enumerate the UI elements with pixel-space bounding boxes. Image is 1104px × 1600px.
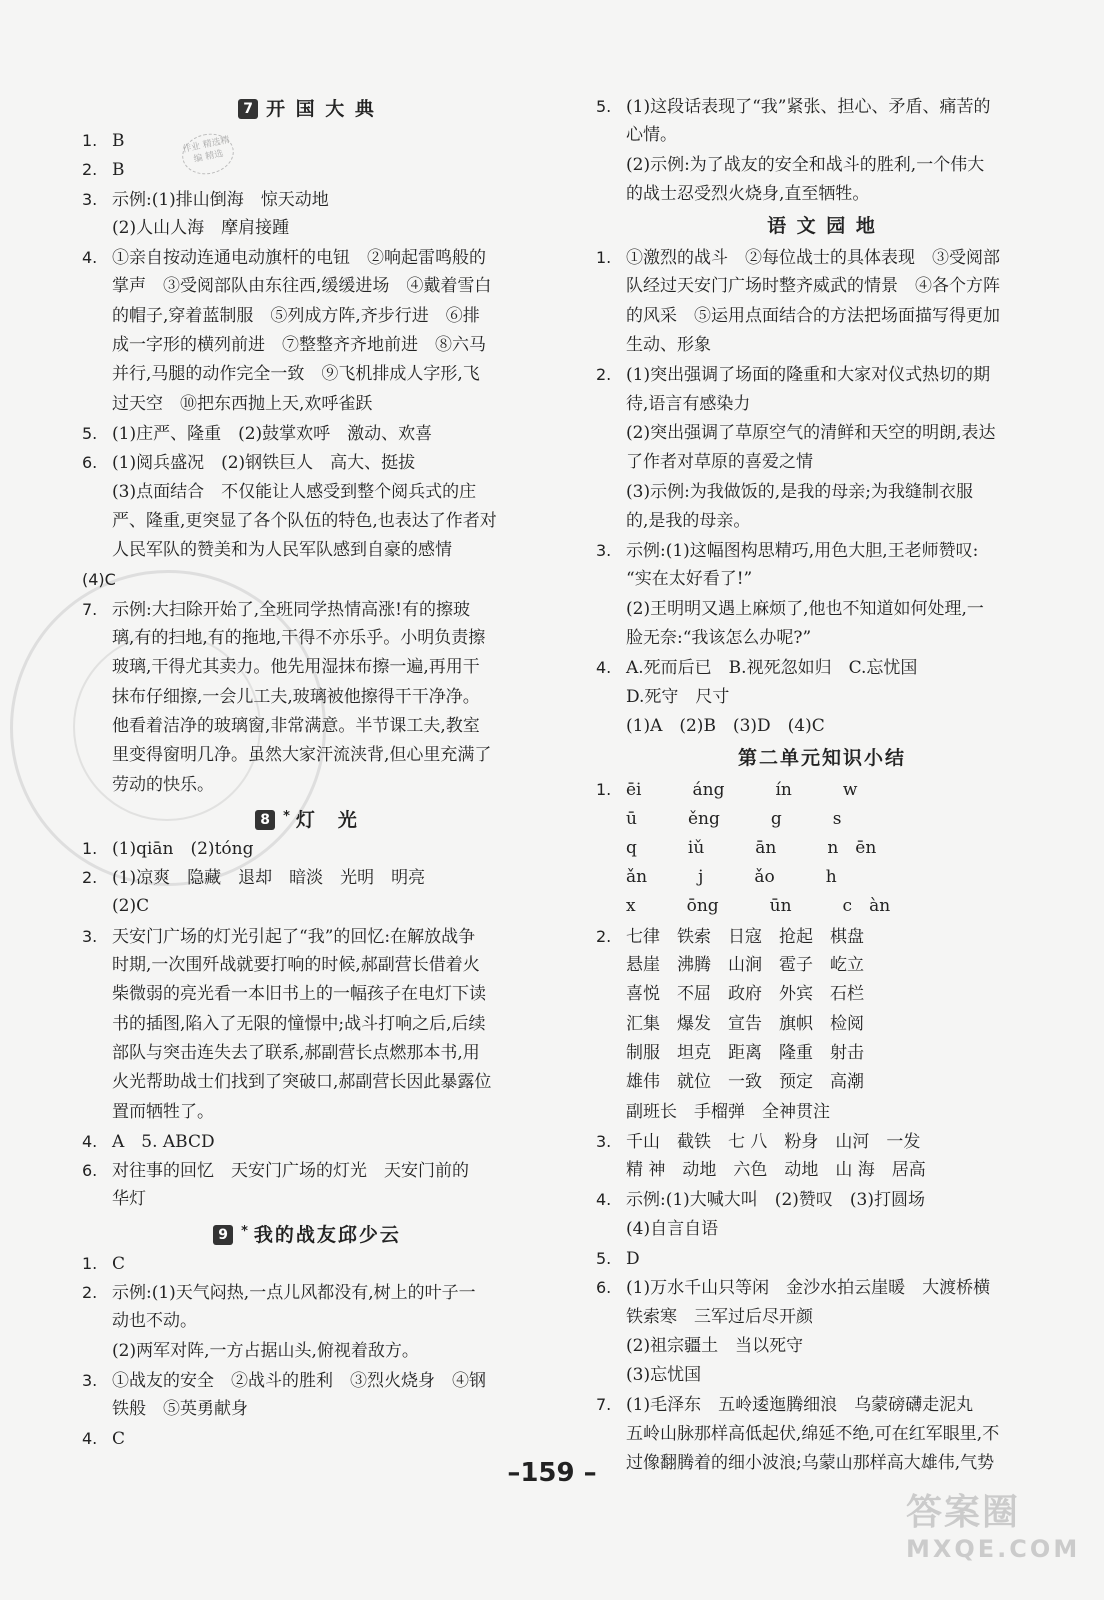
answer-line: 5. D xyxy=(596,1248,640,1269)
unit-2-summary-answers xyxy=(596,775,1048,1478)
lesson-number-badge: 8 xyxy=(255,810,275,830)
answer-line: (2)祖宗疆土 当以死守 xyxy=(626,1335,804,1356)
answer-line: 玻璃,干得尤其卖力。他先用湿抹布擦一遍,再用干 xyxy=(112,657,480,678)
answer-line: 雄伟 就位 一致 预定 高潮 xyxy=(626,1072,864,1093)
answer-line: 悬崖 沸腾 山涧 雹子 屹立 xyxy=(626,955,864,976)
answer-line: 心情。 xyxy=(626,125,677,146)
answer-line: 铁索寒 三军过后尽开颜 xyxy=(626,1306,813,1327)
answer-line: 书的插图,陷入了无限的憧憬中;战斗打响之后,后续 xyxy=(112,1013,486,1034)
answer-line: 4. 示例:(1)大喊大叫 (2)赞叹 (3)打圆场 xyxy=(596,1190,925,1211)
left-column xyxy=(82,92,532,1454)
answer-line: 里变得窗明几净。虽然大家汗流浃背,但心里充满了 xyxy=(112,745,492,766)
answer-line: 3. 示例:(1)这幅图构思精巧,用色大胆,王老师赞叹: xyxy=(596,541,979,562)
answer-line: 置而牺牲了。 xyxy=(112,1101,214,1122)
answer-line: 3. 千山 截铁 七 八 粉身 山河 一发 xyxy=(596,1131,921,1152)
lesson-9-answers-continued xyxy=(596,92,1048,209)
answer-line: (3)忘忧国 xyxy=(626,1365,702,1386)
answer-line: 1. B xyxy=(82,131,125,151)
page-number: –159 – xyxy=(507,1458,597,1488)
lesson-title-text: 灯 光 xyxy=(295,808,359,831)
answer-line: 4. C xyxy=(82,1429,126,1450)
answer-line: 抹布仔细擦,一会儿工夫,玻璃被他擦得干干净净。 xyxy=(112,686,480,707)
answer-line: 的风采 ⑤运用点面结合的方法把场面描写得更加 xyxy=(626,305,1000,326)
answer-line: 7. 示例:大扫除开始了,全班同学热情高涨!有的擦玻 xyxy=(82,599,470,620)
lesson-8-answers xyxy=(82,834,532,1215)
answer-line: ū ěng g s xyxy=(626,808,842,829)
answer-line: 过像翻腾着的细小波浪;乌蒙山那样高大雄伟,气势 xyxy=(626,1453,995,1474)
answer-line: q iǔ ān n ēn xyxy=(626,837,877,858)
answer-line: 副班长 手榴弹 全神贯注 xyxy=(626,1101,830,1122)
answer-line: 4. ①亲自按动连通电动旗杆的电钮 ②响起雷鸣般的 xyxy=(82,248,486,269)
answer-line: 7. (1)毛泽东 五岭逶迤腾细浪 乌蒙磅礴走泥丸 xyxy=(596,1395,974,1416)
answer-line: 6. 对往事的回忆 天安门广场的灯光 天安门前的 xyxy=(82,1161,469,1182)
answer-line: 1. ①激烈的战斗 ②每位战士的具体表现 ③受阅部 xyxy=(596,248,1000,269)
answer-line: (2)人山人海 摩肩接踵 xyxy=(112,217,290,238)
answer-line: (3)点面结合 不仅能让人感受到整个阅兵式的庄 xyxy=(112,481,477,502)
answer-line: 2. 示例:(1)天气闷热,一点儿风都没有,树上的叶子一 xyxy=(82,1282,476,1303)
answer-line: 华灯 xyxy=(112,1189,146,1210)
answer-line: 2. 七律 铁索 日寇 抢起 棋盘 xyxy=(596,926,864,947)
answer-line: 璃,有的扫地,有的拖地,干得不亦乐乎。小明负责擦 xyxy=(112,628,486,649)
unit-2-summary-title: 第二单元知识小结 xyxy=(737,747,906,770)
lesson-title-text: 我的战友邱少云 xyxy=(253,1223,401,1246)
site-logo-watermark xyxy=(906,1484,1081,1592)
optional-lesson-star: * xyxy=(241,1223,250,1239)
answer-line: 的,是我的母亲。 xyxy=(626,510,751,531)
answer-line: 6. (1)万水千山只等闲 金沙水拍云崖暖 大渡桥横 xyxy=(596,1278,991,1299)
lesson-8-title xyxy=(82,800,532,834)
lesson-title-text: 开 国 大 典 xyxy=(266,98,376,120)
answer-line: 队经过天安门广场时整齐威武的情景 ④各个方阵 xyxy=(626,276,1000,297)
answer-line: 并行,马腿的动作完全一致 ⑨飞机排成人字形,飞 xyxy=(112,364,480,385)
answer-line: 5. (1)这段话表现了“我”紧张、担心、矛盾、痛苦的 xyxy=(596,97,991,117)
answer-line: 人民军队的赞美和为人民军队感到自豪的感情 xyxy=(112,540,452,561)
answer-line: 过天空 ⑩把东西抛上天,欢呼雀跃 xyxy=(112,393,373,414)
answer-line: x ōng ūn c àn xyxy=(626,896,891,917)
answer-line: 了作者对草原的喜爱之情 xyxy=(626,452,813,473)
answer-line: 生动、形象 xyxy=(626,335,711,356)
answer-line: (1)A (2)B (3)D (4)C xyxy=(626,715,825,736)
answer-line: 3. 示例:(1)排山倒海 惊天动地 xyxy=(82,189,329,210)
answer-line: 6. (1)阅兵盛况 (2)钢铁巨人 高大、挺拔 xyxy=(82,453,416,474)
answer-line: 柴微弱的亮光看一本旧书上的一幅孩子在电灯下读 xyxy=(112,984,486,1005)
answer-line: 汇集 爆发 宣告 旗帜 检阅 xyxy=(626,1013,864,1034)
yuwen-yuandi-title: 语 文 园 地 xyxy=(767,215,877,238)
answer-line: (2)C xyxy=(112,896,150,917)
answer-line: (4)自言自语 xyxy=(626,1218,719,1239)
answer-line: (2)突出强调了草原空气的清鲜和天空的明朗,表达 xyxy=(626,422,996,443)
answer-line: (3)示例:为我做饭的,是我的母亲;为我缝制衣服 xyxy=(626,481,973,502)
answer-line: 1. ēi áng ín w xyxy=(596,780,858,801)
answer-line: 2. (1)突出强调了场面的隆重和大家对仪式热切的期 xyxy=(596,365,991,386)
answer-line: 的帽子,穿着蓝制服 ⑤列成方阵,齐步行进 ⑥排 xyxy=(112,305,480,326)
homework-stamp: 作业 精选精编 精选 xyxy=(178,129,237,179)
answer-line: 待,语言有感染力 xyxy=(626,393,751,414)
answer-line: 动也不动。 xyxy=(112,1311,197,1332)
answer-line: 3. ①战友的安全 ②战斗的胜利 ③烈火烧身 ④钢 xyxy=(82,1370,486,1391)
answer-line: “实在太好看了!” xyxy=(626,569,753,590)
answer-line: 掌声 ③受阅部队由东往西,缓缓进场 ④戴着雪白 xyxy=(112,276,492,297)
answer-line: 制服 坦克 距离 隆重 射击 xyxy=(626,1042,864,1063)
lesson-9-answers xyxy=(82,1249,532,1454)
answer-line: 精 神 动地 六色 动地 山 海 居高 xyxy=(626,1160,926,1181)
lesson-number-badge: 7 xyxy=(238,99,258,119)
logo-text: 答案圈 xyxy=(906,1492,1021,1533)
answer-line: (2)两军对阵,一方占据山头,俯视着敌方。 xyxy=(112,1340,419,1361)
answer-line: 4. A.死而后已 B.视死忽如归 C.忘忧国 xyxy=(596,658,918,679)
answer-line: (2)示例:为了战友的安全和战斗的胜利,一个伟大 xyxy=(626,154,985,175)
lesson-7-title xyxy=(82,92,532,126)
answer-line: 脸无奈:“我该怎么办呢?” xyxy=(626,628,812,649)
answer-line: (4)C xyxy=(82,570,116,590)
lesson-7-answers xyxy=(82,126,532,800)
answer-line: 部队与突击连失去了联系,郝副营长点燃那本书,用 xyxy=(112,1042,480,1063)
answer-line: ǎn j ǎo h xyxy=(626,867,837,888)
answer-line: 3. 天安门广场的灯光引起了“我”的回忆:在解放战争 xyxy=(82,926,476,947)
lesson-9-title xyxy=(82,1215,532,1249)
answer-line: 铁般 ⑤英勇献身 xyxy=(112,1399,248,1420)
answer-line: 4. A 5. ABCD xyxy=(82,1131,215,1152)
answer-line: 严、隆重,更突显了各个队伍的特色,也表达了作者对 xyxy=(112,510,497,531)
answer-line: 2. (1)凉爽 隐藏 退却 暗淡 光明 明亮 xyxy=(82,868,426,889)
answer-line: 1. (1)qiān (2)tóng xyxy=(82,838,254,859)
logo-url-text: MXQE.COM xyxy=(906,1535,1081,1563)
yuwen-yuandi-answers xyxy=(596,243,1048,741)
answer-line: 成一字形的横列前进 ⑦整整齐齐地前进 ⑧六马 xyxy=(112,335,486,356)
answer-line: 2. B xyxy=(82,160,125,181)
answer-line: 5. (1)庄严、隆重 (2)鼓掌欢呼 激动、欢喜 xyxy=(82,423,433,444)
answer-line: 1. C xyxy=(82,1253,126,1274)
answer-line: 他看着洁净的玻璃窗,非常满意。半节课工夫,教室 xyxy=(112,715,480,736)
answer-line: D.死守 尺寸 xyxy=(626,686,730,707)
answer-line: 喜悦 不屈 政府 外宾 石栏 xyxy=(626,984,864,1005)
answer-line: 的战士忍受烈火烧身,直至牺牲。 xyxy=(626,183,870,204)
answer-line: 时期,一次围歼战就要打响的时候,郝副营长借着火 xyxy=(112,955,480,976)
right-column xyxy=(596,92,1048,1478)
answer-line: 火光帮助战士们找到了突破口,郝副营长因此暴露位 xyxy=(112,1072,492,1093)
optional-lesson-star: * xyxy=(283,808,292,824)
answer-line: (2)王明明又遇上麻烦了,他也不知道如何处理,一 xyxy=(626,598,984,619)
answer-line: 五岭山脉那样高低起伏,绵延不绝,可在红军眼里,不 xyxy=(626,1423,1000,1444)
answer-line: 劳动的快乐。 xyxy=(112,774,214,795)
lesson-number-badge: 9 xyxy=(213,1225,233,1245)
